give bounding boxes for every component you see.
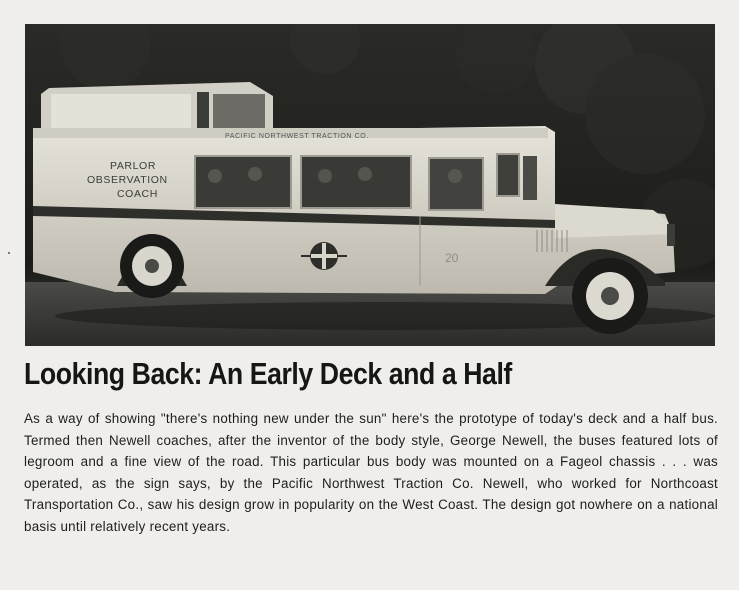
dust-speck — [8, 252, 10, 254]
side-sign-line: COACH — [117, 188, 158, 200]
windshield — [523, 156, 537, 200]
rear-wheel — [120, 234, 184, 298]
passenger-window — [429, 158, 483, 210]
cab-window — [497, 154, 519, 196]
side-sign-line: PARLOR — [110, 160, 156, 172]
front-wheel — [572, 258, 648, 334]
hood-louvers — [537, 230, 567, 252]
passenger-window — [301, 156, 411, 208]
bus-photograph — [25, 24, 715, 346]
caption-paragraph: As a way of showing "there's nothing new under the sun" here's the prototype of today's deck and a half bus. Termed then Newell coaches, after the inventor of the body style, George Newell, the buses featured lots of legroom and a fine view of the road. This particular bus body was mounted on a Fageol chassis . . . was operated, as the sign says, by the Pacific Northwest Traction Co. Newell, who worked for Northcoast Transportation Co., saw his design grow in popularity on the West Coast. The design got nowhere on a national basis until relatively recent years. — [24, 411, 718, 534]
headline: Looking Back: An Early Deck and a Half — [24, 356, 512, 391]
upper-deck-window — [197, 92, 209, 128]
roof-lettering: PACIFIC NORTHWEST TRACTION CO. — [225, 133, 369, 140]
passenger-window — [195, 156, 291, 208]
upper-deck-panel — [51, 94, 191, 130]
upper-deck-window — [213, 94, 265, 128]
radiator — [667, 224, 675, 246]
side-sign-line: OBSERVATION — [87, 174, 168, 186]
fleet-number: 20 — [445, 251, 459, 265]
bus-photo-svg — [25, 24, 715, 346]
